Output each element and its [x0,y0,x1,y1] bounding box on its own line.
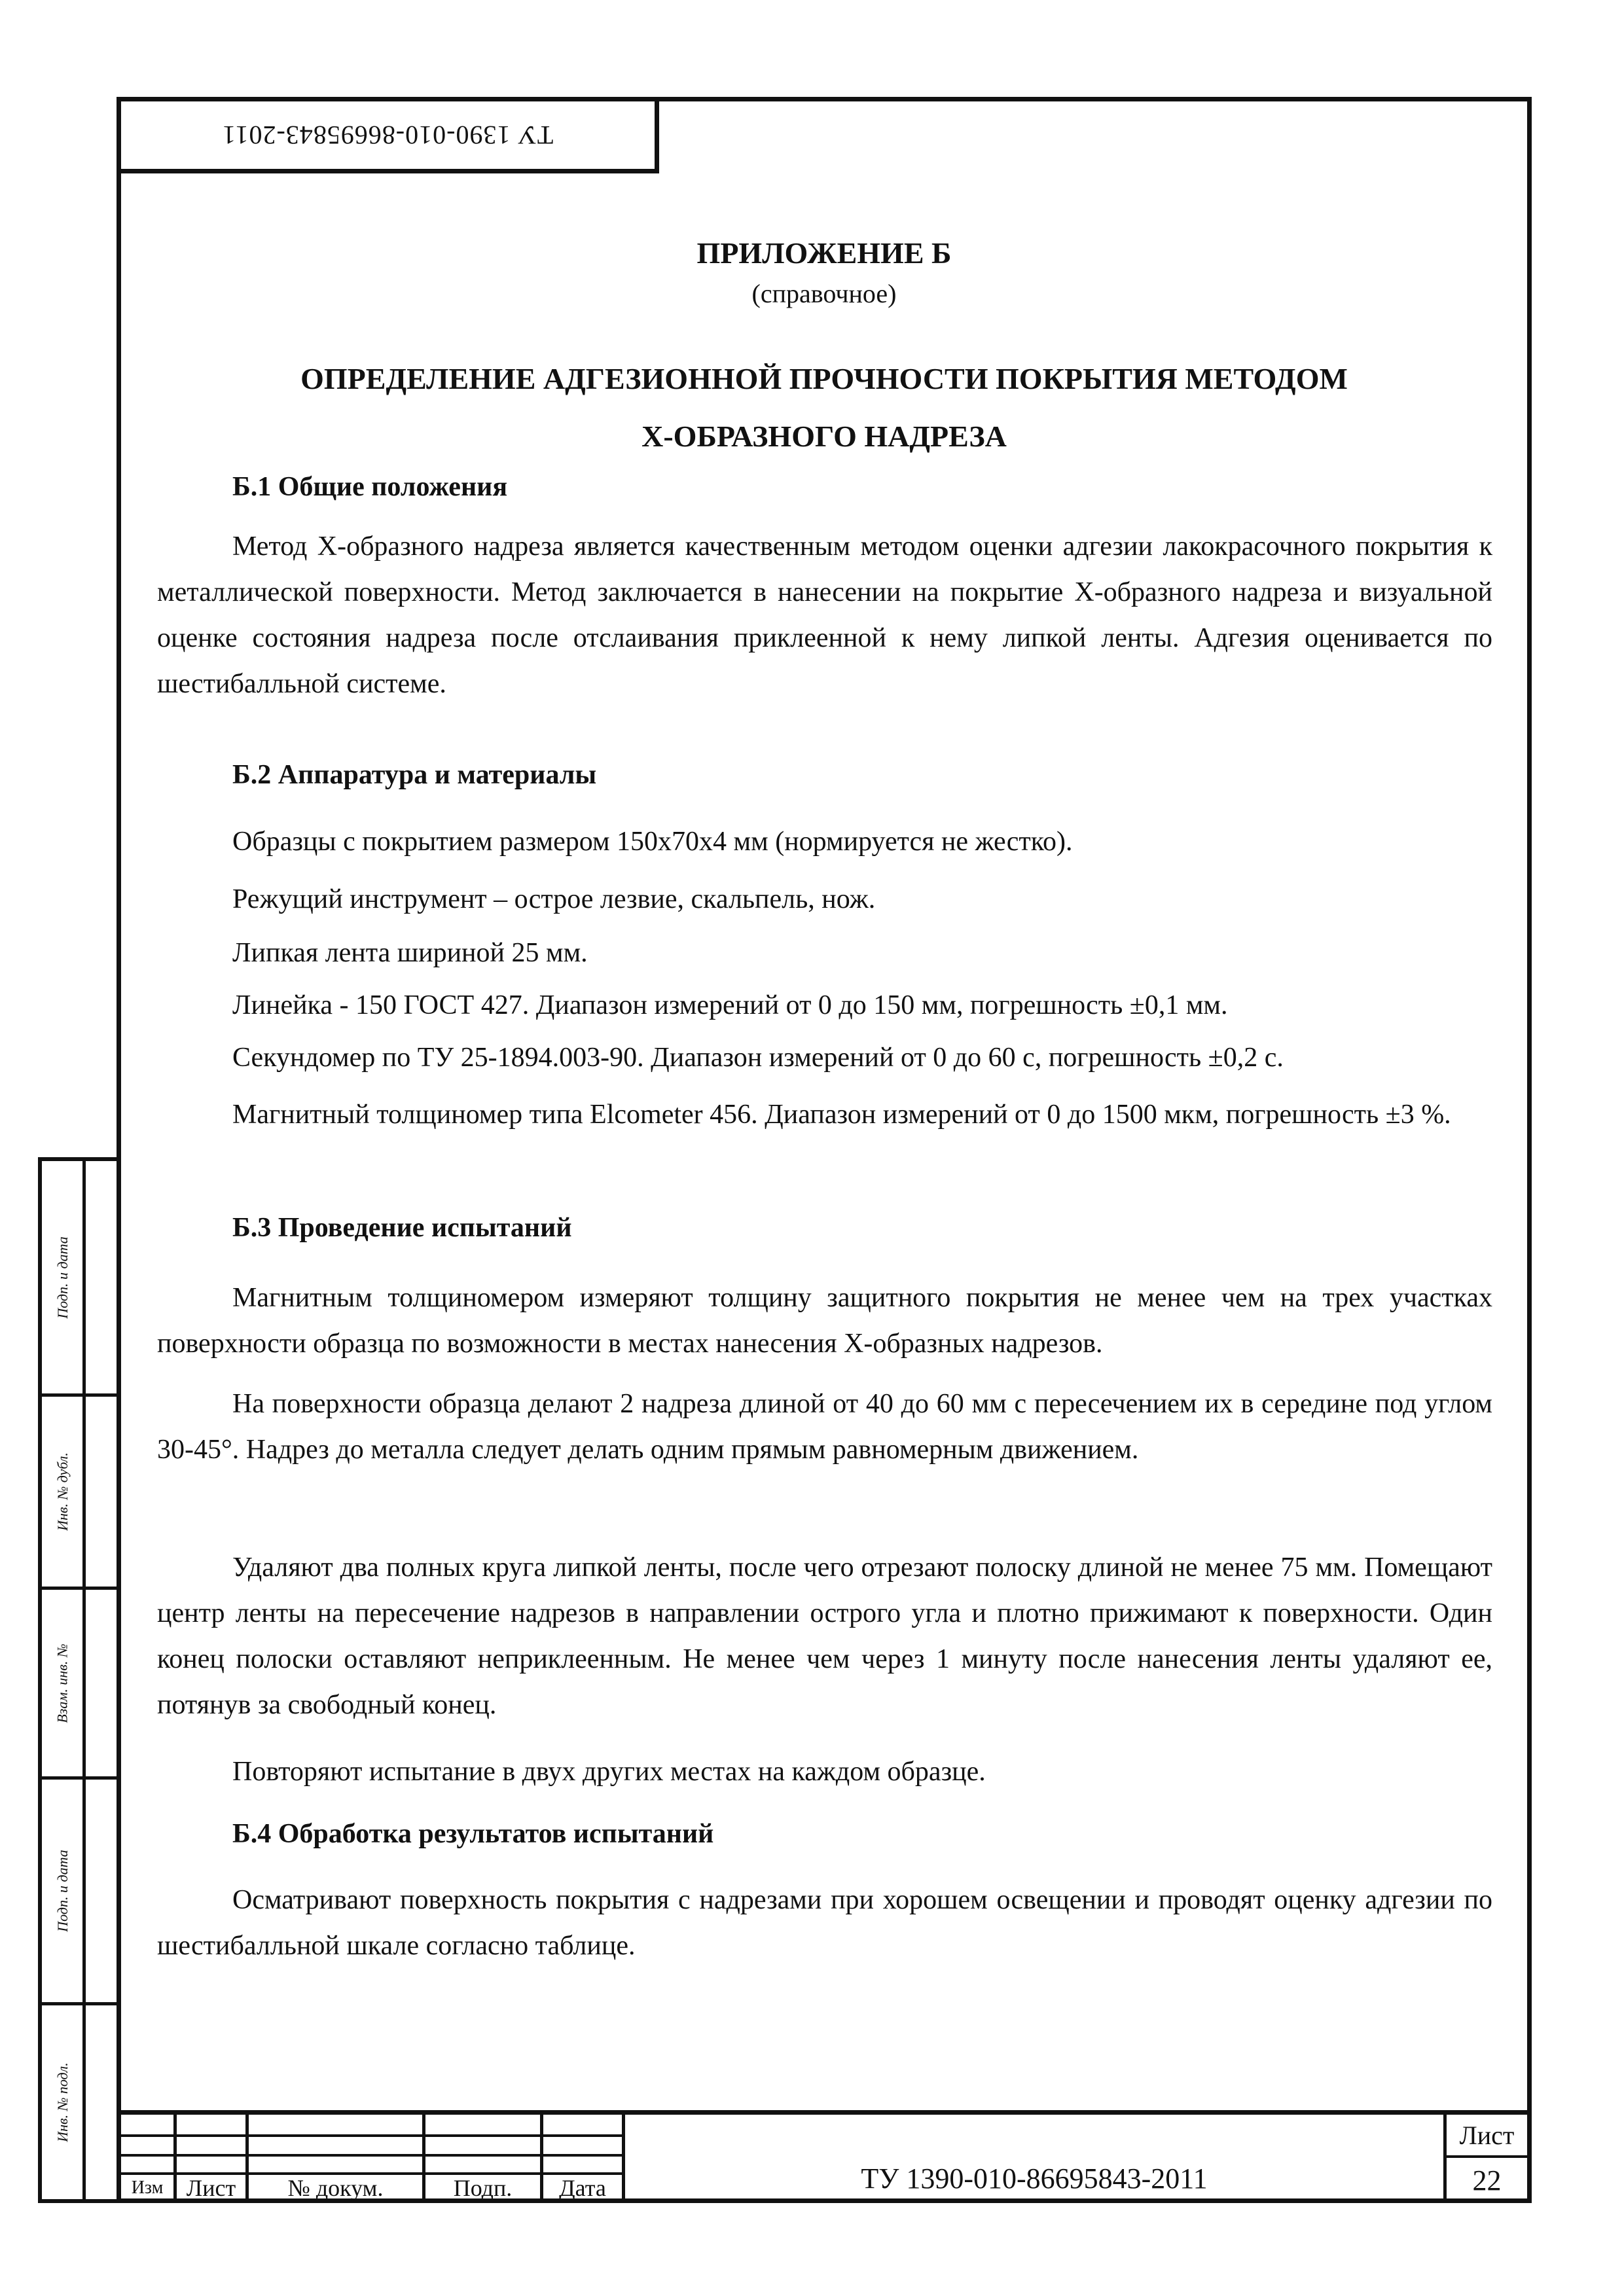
side-label-inv-dubl: Инв. № дубл. [54,1452,71,1531]
main-title [121,350,1527,465]
section-b3-p3: Удаляют два полных круга липкой ленты, после чего отрезают полоску длиной не менее 75 мм. Помещают центр ленты на пересечение надрезов в направлении острого угла и плотно прижимают к поверхности. Один конец полоски оставляют неприклеенным. Не менее чем через 1 минуту после нанесения ленты удаляют ее, потянув за свободный конец. [157,1552,1492,1720]
main-title-line1: ОПРЕДЕЛЕНИЕ АДГЕЗИОННОЙ ПРОЧНОСТИ ПОКРЫТИЯ МЕТОДОМ [300,362,1348,395]
main-title-line2: Х-ОБРАЗНОГО НАДРЕЗА [641,420,1007,453]
equipment-item: Линейка - 150 ГОСТ 427. Диапазон измерений от 0 до 150 мм, погрешность ±0,1 мм. [232,990,1228,1020]
appendix-title: ПРИЛОЖЕНИЕ Б [696,236,952,270]
section-b3-p4: Повторяют испытание в двух других местах на каждом образце. [232,1757,986,1787]
side-label-podp-data-1: Подп. и дата [54,1236,71,1319]
sheet-label: Лист [1459,2120,1515,2150]
title-block [121,2110,1527,2201]
equipment-item-last: Магнитный толщиномер типа Elcometer 456. Диапазон измерений от 0 до 1500 мкм, погрешность ±3 %. [232,1100,1451,1130]
col-data-label: Дата [559,2174,606,2201]
section-b2-heading: Б.2 Аппаратура и материалы [232,760,597,790]
appendix-note: (справочное) [751,279,897,308]
header-stamp-text: ТУ 1390-010-86695843-2011 [222,120,554,150]
col-podp-label: Подп. [453,2174,513,2201]
side-strip [38,1157,121,2203]
equipment-item: Образцы с покрытием размером 150х70х4 мм (нормируется не жестко). [232,827,1073,857]
section-b4-p1: Осматривают поверхность покрытия с надрезами при хорошем освещении и проводят оценку адгезии по шестибалльной шкале согласно таблице. [157,1885,1492,1961]
document-code: ТУ 1390-010-86695843-2011 [861,2162,1208,2195]
side-label-vzam-inv: Взам. инв. № [54,1643,71,1723]
section-b1-heading: Б.1 Общие положения [232,472,508,502]
col-izm-label: Изм [131,2177,164,2198]
col-list-label: Лист [186,2174,236,2201]
equipment-item: Режущий инструмент – острое лезвие, скальпель, нож. [232,884,876,914]
equipment-item: Липкая лента шириной 25 мм. [232,938,588,968]
header-stamp-box [121,101,659,173]
col-doc-label: № докум. [287,2174,384,2201]
section-b3-p2: На поверхности образца делают 2 надреза длиной от 40 до 60 мм с пересечением их в середине под углом 30-45°. Надрез до металла следует делать одним прямым равномерным движением. [157,1389,1492,1465]
section-b3-p1: Магнитным толщиномером измеряют толщину защитного покрытия не менее чем на трех участках поверхности образца по возможности в местах нанесения Х-образных надрезов. [157,1283,1492,1359]
side-label-podp-data-2: Подп. и дата [54,1850,71,1932]
section-b1-text: Метод Х-образного надреза является качественным методом оценки адгезии лакокрасочного покрытия к металлической поверхности. Метод заключается в нанесении на покрытие Х-образного надреза и визуальной оценке состояния надреза после отслаивания приклеенной к нему липкой ленты. Адгезия оценивается по шестибалльной системе. [157,531,1492,699]
equipment-item: Секундомер по ТУ 25-1894.003-90. Диапазон измерений от 0 до 60 с, погрешность ±0,2 с. [232,1043,1284,1073]
side-strip-divider [82,1161,86,2199]
side-label-inv-podl: Инв. № подл. [54,2062,71,2142]
section-b4-heading: Б.4 Обработка результатов испытаний [232,1819,714,1849]
sheet-number: 22 [1472,2164,1502,2197]
section-b3-heading: Б.3 Проведение испытаний [232,1213,572,1243]
